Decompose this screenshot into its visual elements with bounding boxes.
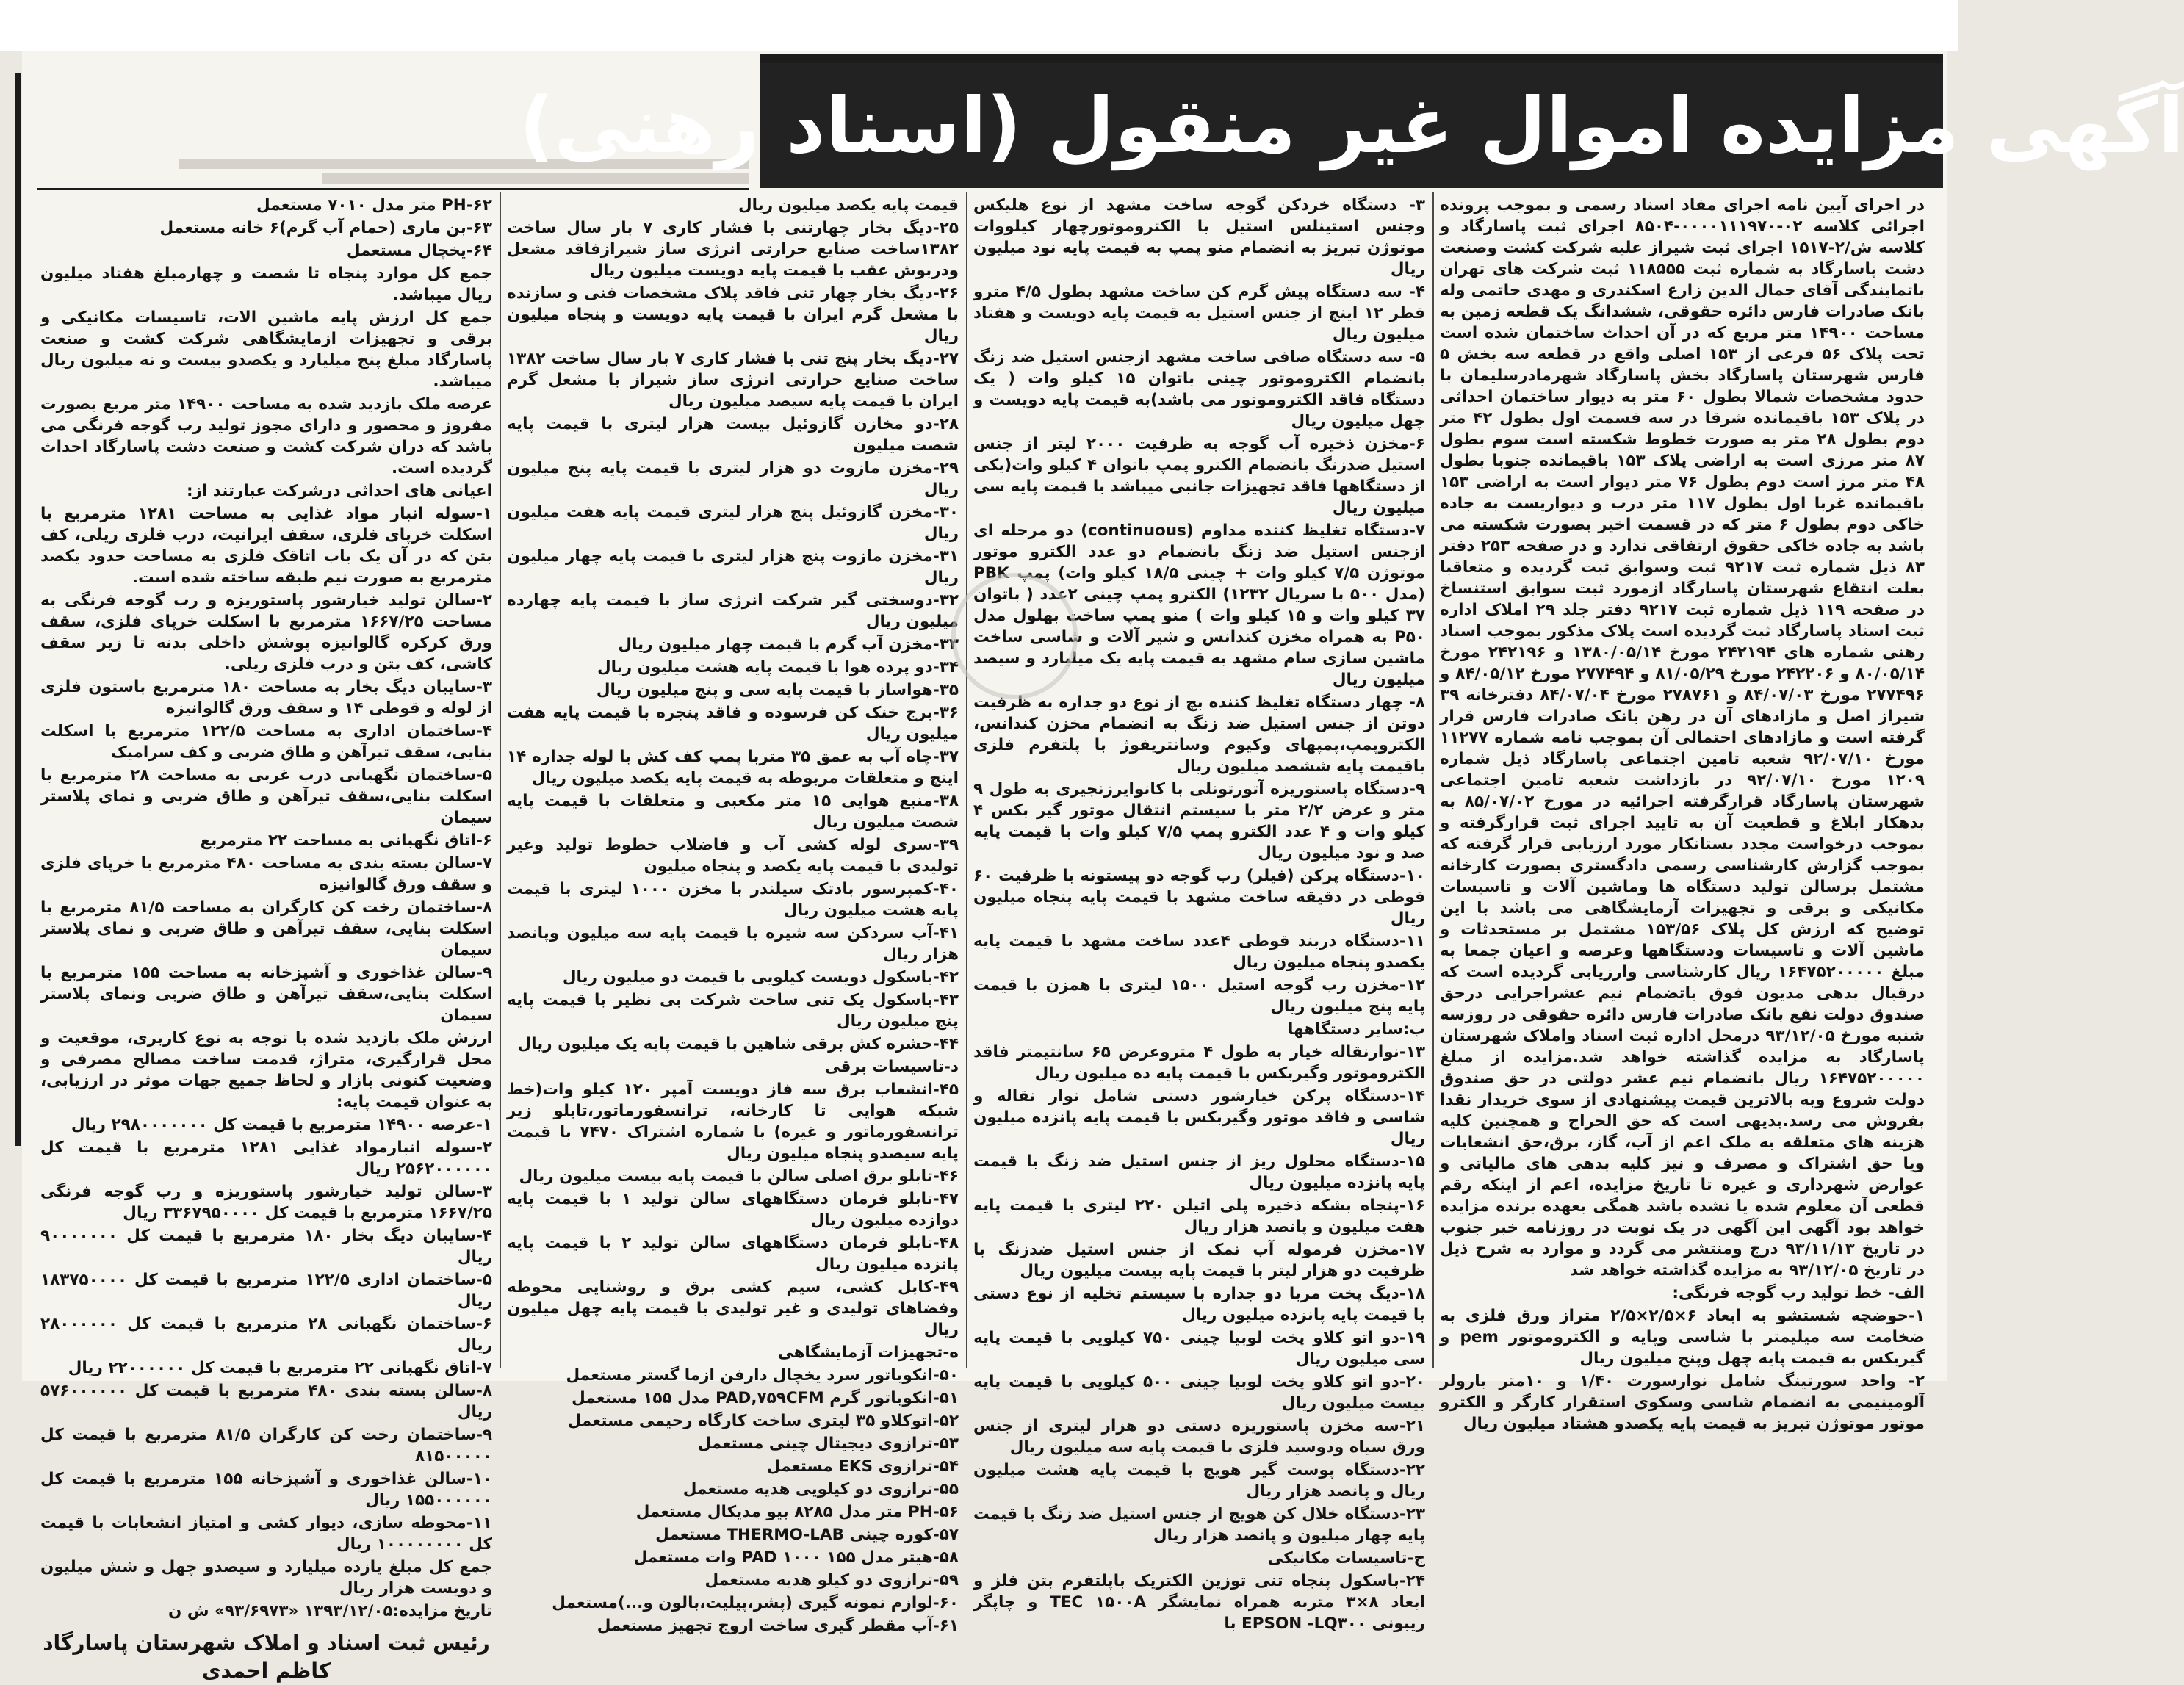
list-item: ۲۲-دستگاه پوست گیر هویج با قیمت پایه هشت میلیون ریال و پانصد هزار ریال: [973, 1461, 1425, 1501]
list-item: ۳۹-سری لوله کشی آب و فاضلاب خطوط تولید وغیر تولیدی با قیمت پایه یکصد و پنجاه میلیون: [507, 836, 959, 876]
list-item: ۴۴-حشره کش برقی شاهین با قیمت پایه یک میلیون ریال: [517, 1035, 959, 1053]
summary-paragraph: ارزش ملک بازدید شده با توجه به نوع کاربری، موقعیت و محل قرارگیری، متراژ، قدمت ساخت مصالح مصرفی و وضعیت کنونی بازار و لحاظ جمیع جهات موثر در ارزیابی، به عنوان قیمت پایه:: [40, 1029, 492, 1111]
list-item: ۶-مخزن ذخیره آب گوجه به ظرفیت ۲۰۰۰ لیتر از جنس استیل ضدزنگ بانضمام الکترو پمپ باتوان ۴ کیلو وات(یکی از دستگاهها فاقد تجهیزات جانبی میباشد با قیمت پایه سی میلیون ریال: [973, 435, 1426, 517]
column-2: [973, 195, 1426, 1633]
list-item: ۱۵-دستگاه محلول ریز از جنس استیل ضد زنگ با قیمت پایه پانزده میلیون ریال: [973, 1152, 1425, 1192]
scan-margin: [0, 0, 1958, 51]
column-1: [1440, 195, 1925, 1433]
list-item: ۲- واحد سورتینگ شامل نوارسورت ۱/۴۰ و ۱۰متر بارولر آلومینیمی به انضمام شاسی وسکوی استقرار کارگر و الکترو موتور موتوژن تبریز به قیمت پایه یکصدو هشتاد میلیون ریال: [1440, 1372, 1925, 1433]
list-item: ۲۹-مخزن مازوت دو هزار لیتری با قیمت پایه پنج میلیون ریال: [507, 459, 959, 499]
list-item: ۴۳-باسکول یک تنی ساخت شرکت بی نظیر با قیمت پایه پنج میلیون ریال: [507, 991, 959, 1031]
list-item: ۵۳-ترازوی دیجیتال چینی مستعمل: [697, 1435, 959, 1453]
section-heading: اعیانی های احداثی درشرکت عبارتند از:: [186, 482, 492, 500]
column-divider: [1432, 192, 1434, 1368]
list-item: ۹-سالن غذاخوری و آشپزخانه به مساحت ۱۵۵ مترمربع با اسکلت بنایی،سقف تیرآهن و طاق ضربی ونمای پلاستر سیمان: [40, 964, 492, 1025]
list-item: ۲۷-دیگ بخار پنج تنی با فشار کاری ۷ بار سال ساخت ۱۳۸۲ ساخت صنایع حرارتی انرژی ساز شیراز با مشعل گرم ایران با قیمت پایه سیصد میلیون ریال: [507, 350, 959, 411]
price-item: ۱۱-محوطه سازی، دیوار کشی و امتیاز انشعابات با قیمت کل ۱۰۰۰۰۰۰۰۰ ریال: [40, 1514, 492, 1554]
intro-paragraph: در اجرای آیین نامه اجرای مفاد اسناد رسمی و بموجب پرونده اجرائی کلاسه ۰۲-۰۰۰۰۱۱۱۹۷۰-۸۵۰۴ اجرای ثبت پاسارگاد و کلاسه ش/۲-۱۵۱۷ اجرای ثبت شیراز علیه شرکت کشت وصنعت دشت پاسارگاد به شماره ثبت ۱۱۸۵۵۵ ثبت شرکت های تهران باتمایندگی آقای جمال الدین زارع اسکندری و مهدی حاتمی وله بانک صادرات فارس دائره حقوقی، ششدانگ یک قطعه زمین به مساحت ۱۴۹۰۰ متر مربع که در آن احداث ساختمان شده است تحت پلاک ۵۶ فرعی از ۱۵۳ اصلی واقع در قطعه سه بخش ۵ فارس شهرستان پاسارگاد بخش پاسارگاد شهرمادرسلیمان با حدود مشخصات شمالا بطول ۶۰ متر به دیوار ساختمان احداثی در پلاک ۱۵۳ باقیمانده شرقا در سه قسمت اول بطول ۴۲ متر دوم بطول ۲۸ متر به صورت خطوط شکسته است سوم بطول ۸۷ متر مرزی است به اراضی پلاک ۱۵۳ باقیمانده جنوبا بطول ۴۸ متر مرز است دوم بطول ۷۶ متر دیوار است به اراضی ۱۵۳ باقیمانده غربا اول بطول ۱۱۷ متر درب و دیواریست به جاده خاکی دوم بطول ۶ متر که در قسمت اخیر بصورت شکسته می باشد به جاده خاکی حقوق ارتفاقی ندارد و در صفحه ۲۵۳ دفتر ۸۳ ذیل شماره ثبت ۹۲۱۷ ثبت وسوابق ثبت گردیده و متعاقبا بعلت انتقاع شهرستان پاسارگاد ازمورد ثبت سوابق استنساخ در صفحه ۱۱۹ ذیل شماره ثبت ۹۲۱۷ دفتر جلد ۲۹ املاک اداره ثبت اسناد پاسارگاد ثبت گردیده است پلاک مذکور بموجب اسناد رهنی شماره های ۲۴۲۱۹۴ مورخ ۱۳۸۰/۰۵/۱۴ و ۲۴۲۱۹۶ مورخ ۸۰/۰۵/۱۴ و ۲۴۲۲۰۶ مورخ ۸۱/۰۵/۲۹ و ۲۷۷۴۹۴ مورخ ۸۴/۰۵/۱۲ و ۲۷۷۴۹۶ مورخ ۸۴/۰۷/۰۳ و ۲۷۸۷۶۱ مورخ ۸۴/۰۷/۰۴ دفترخانه ۳۹ شیراز اصل و مازادهای آن در رهن بانک صادرات فارس قرار گرفته است و مازادهای احتمالی آن بموجب نامه شماره ۱۱۲۷۷ مورخ ۹۲/۰۷/۱۰ شعبه تامین اجتماعی پاسارگاد ذیل شماره ۱۲۰۹ مورخ ۹۲/۰۷/۱۰ در بازداشت شعبه تامین اجتماعی شهرستان پاسارگاد قرارگرفته اجرائیه در مورخ ۸۵/۰۷/۰۲ به بدهکار ابلاغ و قطعیت آن به تایید اجرای ثبت قرارگرفته و بموجب درخواست مجدد بستانکار مورد ارزیابی قرار گرفته که بموجب گزارش کارشناسی رسمی دادگستری بصورت کارخانه مشتمل برسالن تولید دستگاه ها وماشین آلات و تاسیسات مکانیکی و برقی و تجهیزات آزمایشگاهی می باشد با این توضیح که ارزش کل پلاک ۱۵۳/۵۶ مشتمل بر مستحدثات و ماشین آلات و تاسیسات ودستگاهها وعرصه و اعیان جمعا به مبلغ ۱۶۴۷۵۲۰۰۰۰۰ ریال کارشناسی وارزیابی گردیده است که درقبال بدهی مدیون فوق باتضمام نیم عشراجرایی درحق صندوق دولت نفع بانک صادرات فارس دائره حقوقی در روزسه شنبه مورخ ۹۳/۱۲/۰۵ درمحل اداره ثبت اسناد واملاک شهرستان پاسارگاد به مزایده گذاشته خواهد شد.مزایده از مبلغ ۱۶۴۷۵۲۰۰۰۰۰ ریال بانضمام نیم عشر دولتی در حق صندوق دولت شروع وبه بالاترین قیمت پیشنهادی از سوی خریدار نقدا بفروش می رسد.بدیهی است که حق الحراج و همچنین کلیه هزینه های متعلقه به ملک اعم از آب، گاز، برق،حق انشعابات ویا حق اشتراک و مصرف و نیز کلیه بدهی های مالیاتی و عوارض شهرداری و غیره تا تاریخ مزایده، اعم از اینکه رقم قطعی آن معلوم شده یا نشده باشد همگی بعهده برنده مزایده خواهد بود آگهی این آگهی در یک نوبت در روزنامه خبر جنوب در تاریخ ۹۳/۱۱/۱۳ درج ومنتشر می گردد و موارد به شرح ذیل در تاریخ ۹۳/۱۲/۰۵ به مزایده گذاشته خواهد شد: [1440, 196, 1925, 1280]
list-item: ۵۵-ترازوی دو کیلویی هدیه مستعمل: [682, 1480, 959, 1498]
list-item: ۶-اتاق نگهبانی به مساحت ۲۲ مترمربع: [200, 831, 492, 850]
list-item: ۱۲-مخزن رب گوجه استیل ۱۵۰۰ لیتری با همزن با قیمت پایه پنج میلیون ریال: [973, 976, 1426, 1016]
list-item: ۵۲-اتوکلاو ۳۵ لیتری ساخت کارگاه رحیمی مستعمل: [567, 1412, 959, 1430]
list-item: ۱۶-پنجاه بشکه ذخیره پلی اتیلن ۲۲۰ لیتری با قیمت پایه هفت میلیون و پانصد هزار ریال: [973, 1197, 1425, 1236]
list-item: ۳۴-دو پرده هوا با قیمت پایه هشت میلیون ریال: [597, 658, 959, 676]
price-item: ۲-سوله انبارمواد غذایی ۱۲۸۱ مترمربع با قیمت کل ۲۵۶۲۰۰۰۰۰۰ ریال: [40, 1139, 493, 1178]
summary-paragraph: جمع کل ارزش پایه ماشین الات، تاسیسات مکانیکی و برقی و تجهیزات ازمایشگاهی شرکت کشت و صنعت پاسارگاد مبلغ پنج میلیارد و یکصدو بیست و نه میلیون ریال میباشد.: [40, 309, 492, 391]
list-item: ۷-دستگاه تغلیظ کننده مداوم (continuous) دو مرحله ای ازجنس استیل ضد زنگ بانضمام دو عدد الکترو موتور موتوژن ۷/۵ کیلو وات + چینی ۱۸/۵ کیلو وات) پمپ PBK (مدل ۵۰۰ با سریال ۱۲۳۲) الکترو پمپ چینی ۲عدد ( باتوان ۳۷ کیلو وات و ۱۵ کیلو وات ) منو پمپ ساخت بهلول مدل P۵۰ به همراه مخزن کندانس و شیر آلات و شاسی ساخت ماشین سازی سام مشهد به قیمت پایه یک میلیارد و سیصد میلیون ریال: [973, 522, 1426, 689]
list-item: ۵۰-انکوباتور سرد یخچال دارفن ازما گستر مستعمل: [566, 1366, 959, 1385]
list-item: ۵۹-ترازوی دو کیلو هدیه مستعمل: [704, 1571, 959, 1590]
list-item: ۲۵-دیگ بخار چهارتنی با فشار کاری ۷ بار سال ساخت ۱۳۸۲ساخت صنایع حرارتی انرژی ساز شیرازفاقد مشعل ودربوش عقب با قیمت پایه دویست میلیون ریال: [507, 219, 959, 280]
list-item: ۴۱-آب سردکن سه شیره با قیمت پایه سه میلیون وپانصد هزار ریال: [507, 924, 959, 964]
auction-date: تاریخ مزایده:۱۳۹۳/۱۲/۰۵ «۹۳/۶۹۷۳» ش ن: [168, 1602, 492, 1620]
column-divider: [500, 192, 501, 1368]
page-title: آگهی مزایده اموال غیر منقول (اسناد رهنی): [519, 81, 2184, 170]
total-amount: جمع کل مبلغ یازده میلیارد و سیصدو چهل و شش میلیون و دویست هزار ریال: [40, 1558, 492, 1598]
section-heading: د-تاسیسات برقی: [824, 1058, 959, 1076]
list-item: ۷-سالن بسته بندی به مساحت ۴۸۰ مترمربع با خرپای فلزی و سقف ورق گالوانیزه: [40, 854, 493, 894]
price-item: ۸-سالن بسته بندی ۴۸۰ مترمربع با قیمت کل ۵۷۶۰۰۰۰۰۰ ریال: [40, 1382, 492, 1421]
signature-name: کاظم احمدی: [201, 1659, 331, 1683]
list-item: ۴۷-تابلو فرمان دستگاههای سالن تولید ۱ با قیمت پایه دوازده میلیون ریال: [507, 1190, 959, 1230]
list-item: ۴۰-کمپرسور بادتک سیلندر با مخزن ۱۰۰۰ لیتری با قیمت پایه هشت میلیون ریال: [507, 880, 959, 920]
list-item: ۳-سایبان دیگ بخار به مساحت ۱۸۰ مترمربع باستون فلزی از لوله و قوطی ۱۴ و سقف ورق گالوانیزه: [40, 678, 492, 718]
price-item: ۵-ساختمان اداری ۱۲۲/۵ مترمربع با قیمت کل ۱۸۳۷۵۰۰۰۰ ریال: [40, 1271, 493, 1310]
faded-text-line: [322, 173, 749, 184]
signature-block: [40, 1629, 492, 1685]
list-item: ۶۳-بن ماری (حمام آب گرم)۶ خانه مستعمل: [159, 219, 492, 237]
list-item: ۸-ساختمان رخت کن کارگران به مساحت ۸۱/۵ مترمربع با اسکلت بنایی، سقف تیرآهن و طاق ضربی و نمای پلاستر سیمان: [40, 898, 493, 959]
list-item: ۴۲-باسکول دویست کیلویی با قیمت دو میلیون ریال: [562, 968, 959, 986]
list-item: ۶۲-PH متر مدل ۷۰۱۰ مستعمل: [256, 196, 492, 214]
title-banner: [519, 63, 2184, 188]
list-item: ۳۲-دوسختی گیر شرکت انرژی ساز با قیمت پایه چهارده میلیون ریال: [507, 591, 959, 631]
list-item: ۸- چهار دستگاه تغلیظ کننده بچ از نوع دو جداره به ظرفیت دوتن از جنس استیل ضد زنگ به انضمام مخزن کندانس، الکتروپمپ،پمپهای وکیوم وسانتریفوژ با پلتفرم فلزی باقیمت پایه ششصد میلیون ریال: [973, 693, 1425, 776]
price-item: ۱۰-سالن غذاخوری و آشپزخانه ۱۵۵ مترمربع با قیمت کل ۱۵۵۰۰۰۰۰۰ ریال: [40, 1470, 492, 1509]
price-item: ۹-ساختمان رخت کن کارگران ۸۱/۵ مترمربع با قیمت کل ۸۱۵۰۰۰۰۰: [40, 1426, 492, 1465]
list-item: ۵۱-انکوباتور گرم PAD,۷۵۹CFM مدل ۱۵۵ مستعمل: [572, 1389, 959, 1407]
list-item: ۲۱-سه مخزن پاستوریزه دستی دو هزار لیتری از جنس ورق سیاه ودوسید فلزی با قیمت پایه سه میلیون ریال: [973, 1417, 1425, 1457]
list-item: ۲۴-باسکول پنجاه تنی توزین الکتریک باپلتفرم بتن فلز و ابعاد ۸×۳ متربه همراه نمایشگر TEC ۱۵۰۰A و چاپگر ریبونی EPSON -LQ۳۰۰ با: [973, 1572, 1426, 1633]
list-item: ۱۴-دستگاه پرکن خیارشور دستی شامل نوار نقاله و شاسی و فاقد موتور وگیربکس با قیمت پایه پانزده میلیون ریال: [973, 1087, 1425, 1148]
summary-paragraph: جمع کل موارد پنجاه تا شصت و چهارمبلغ هفتاد میلیون ریال میباشد.: [40, 264, 492, 304]
list-item: ۵- سه دستگاه صافی ساخت مشهد ازجنس استیل ضد زنگ بانضمام الکتروموتور چینی باتوان ۱۵ کیلو وات ( یک دستگاه فاقد الکتروموتور می باشد)به قیمت پایه دویست و چهل میلیون ریال: [973, 348, 1425, 430]
list-item: ۴۵-انشعاب برق سه فاز دویست آمپر ۱۲۰ کیلو وات(خط شبکه هوایی تا کارخانه، ترانسفورماتور،تابلو زیر ترانسفورماتور و غیره) با شماره اشتراک ۷۴۷۰ با قیمت پایه سیصدو پنجاه میلیون ریال: [507, 1080, 959, 1163]
list-item: ۴۶-تابلو برق اصلی سالن با قیمت پایه بیست میلیون ریال: [519, 1167, 959, 1186]
list-item: ۴۸-تابلو فرمان دستگاههای سالن تولید ۲ با قیمت پایه پانزده میلیون ریال: [507, 1234, 959, 1274]
list-item: ۵۶-PH متر مدل ۸۲۸۵ بیو مدیکال مستعمل: [635, 1503, 959, 1521]
section-heading: الف- خط تولید رب گوجه فرنگی:: [1672, 1284, 1925, 1302]
list-item: ۵۸-هیتر مدل PAD ۱۰۰۰ ۱۵۵ وات مستعمل: [633, 1548, 959, 1567]
list-item: ۳۶-برج خنک کن فرسوده و فاقد پنجره با قیمت پایه هفت میلیون ریال: [507, 704, 959, 743]
price-item: ۴-سایبان دیگ بخار ۱۸۰ مترمربع با قیمت کل ۹۰۰۰۰۰۰۰ ریال: [40, 1227, 492, 1266]
list-item: ۵-ساختمان نگهبانی درب غربی به مساحت ۲۸ مترمربع با اسکلت بنایی،سقف تیرآهن و طاق ضربی و نمای پلاستر سیمان: [40, 766, 492, 827]
list-item: ۲۸-دو مخازن گازوئیل بیست هزار لیتری با قیمت پایه شصت میلیون: [507, 415, 959, 455]
list-item: ۱۸-دیگ پخت مربا دو جداره با سیستم تخلیه از نوع دستی با قیمت پایه پانزده میلیون ریال: [973, 1285, 1425, 1324]
price-item: ۱-عرصه ۱۴۹۰۰ مترمربع با قیمت کل ۲۹۸۰۰۰۰۰۰۰ ریال: [71, 1116, 492, 1134]
list-item: ۱۹-دو اتو کلاو پخت لوبیا چینی ۷۵۰ کیلویی با قیمت پایه سی میلیون ریال: [973, 1329, 1426, 1368]
list-item: ۱۳-نوارنقاله خیار به طول ۴ متروعرض ۶۵ سانتیمتر فاقد الکتروموتور وگیربکس با قیمت پایه ده میلیون ریال: [973, 1043, 1425, 1083]
list-item: ۳۱-مخزن مازوت پنج هزار لیتری با قیمت پایه چهار میلیون ریال: [507, 547, 959, 587]
list-item: ۲-سالن تولید خیارشور پاستوریزه و رب گوجه فرنگی به مساحت ۱۶۶۷/۲۵ مترمربع با اسکلت خرپای فلزی، سقف ورق کرکره گالوانیزه پوشش داخلی بدنه تا زیر سقف کاشی، کف بتن و درب فلزی ریلی.: [40, 591, 492, 674]
list-item: ۲۶-دیگ بخار چهار تنی فاقد پلاک مشخصات فنی و سازنده با مشعل گرم ایران با قیمت پایه دویست و پنجاه میلیون ریال: [507, 284, 959, 345]
list-item: ۵۷-کوره چینی THERMO-LAB مستعمل: [655, 1526, 959, 1544]
list-item: ۳۰-مخزن گازوئیل پنج هزار لیتری قیمت پایه هفت میلیون ریال: [507, 503, 959, 543]
list-item: ۱۷-مخزن فرموله آب نمک از جنس استیل ضدزنگ با ظرفیت دو هزار لیتر با قیمت پایه بیست میلیون ریال: [973, 1241, 1425, 1280]
column-4: [40, 195, 493, 1683]
section-heading: ج-تاسیسات مکانیکی: [1267, 1549, 1425, 1567]
section-heading: ب:سایر دستگاهها: [1287, 1020, 1425, 1039]
list-item: ۱۰-دستگاه پرکن (فیلر) رب گوجه دو پیستونه با ظرفیت ۶۰ قوطی در دقیقه ساخت مشهد با قیمت پایه پنجاه میلیون ریال: [973, 867, 1425, 928]
list-item: ۳۷-چاه آب به عمق ۳۵ متربا پمپ کف کش با لوله جداره ۱۴ اینچ و متعلقات مربوطه به قیمت پایه یکصد میلیون ریال: [507, 748, 959, 787]
summary-paragraph: عرصه ملک بازدید شده به مساحت ۱۴۹۰۰ متر مربع بصورت مفروز و محصور و دارای مجوز تولید رب گوجه فرنگی می باشد که دران شرکت کشت و صنعت دشت پاسارگاد احداث گردیده است.: [40, 395, 492, 477]
price-item: ۶-ساختمان نگهبانی ۲۸ مترمربع با قیمت کل ۲۸۰۰۰۰۰۰ ریال: [40, 1315, 492, 1354]
list-item: ۴۹-کابل کشی، سیم کشی برق و روشنایی محوطه وفضاهای تولیدی و غیر تولیدی با قیمت پایه چهل میلیون ریال: [507, 1278, 959, 1339]
list-item: ۹-دستگاه پاستوریزه آتورتونلی با کانوایرزنجیری به طول ۹ متر و عرض ۲/۲ متر با سیستم انتقال موتور گیر بکس ۴ کیلو وات و ۴ عدد الکترو پمپ ۷/۵ کیلو وات با قیمت پایه صد و نود میلیون ریال: [973, 780, 1425, 862]
list-item: ۶۰-لوازم نمونه گیری (پشر،پیلیت،بالون و...)مستعمل: [552, 1594, 959, 1612]
left-edge-rule: [15, 73, 21, 1146]
list-item: ۲۰-دو اتو کلاو پخت لوبیا چینی ۵۰۰ کیلویی با قیمت پایه بیست میلیون ریال: [973, 1373, 1426, 1412]
list-item: ۴-ساختمان اداری به مساحت ۱۲۲/۵ مترمربع با اسکلت بنایی، سقف تیرآهن و طاق ضربی و کف سرامیک: [40, 722, 492, 762]
price-item: ۳-سالن تولید خیارشور پاستوریزه و رب گوجه فرنگی ۱۶۶۷/۲۵ مترمربع با قیمت کل ۳۳۶۷۹۵۰۰۰۰ ریال: [40, 1183, 492, 1222]
list-item: ۲۳-دستگاه خلال کن هویج از جنس استیل ضد زنگ با قیمت پایه چهار میلیون و پانصد هزار ریال: [973, 1505, 1425, 1545]
price-item: ۷-اتاق نگهبانی ۲۲ مترمربع با قیمت کل ۲۲۰۰۰۰۰۰ ریال: [68, 1359, 492, 1377]
list-item: قیمت پایه یکصد میلیون ریال: [738, 196, 959, 214]
column-divider: [966, 192, 967, 1368]
list-item: ۱-سوله انبار مواد غذایی به مساحت ۱۲۸۱ مترمربع با اسکلت خرپای فلزی، سقف ایرانیت، درب فلزی ریلی، کف بتن که در آن یک باب اتاقک فلزی به مساحت حدود یکصد مترمربع به صورت نیم طبقه ساخته شده است.: [40, 505, 492, 587]
list-item: ۶۴-یخچال مستعمل: [346, 242, 492, 260]
list-item: ۴- سه دستگاه پیش گرم کن ساخت مشهد بطول ۴/۵ مترو قطر ۱۲ اینچ از جنس استیل به قیمت پایه دویست و هفتاد میلیون ریال: [973, 283, 1426, 344]
list-item: ۱۱-دستگاه دربند قوطی ۴عدد ساخت مشهد با قیمت پایه یکصدو پنجاه میلیون ریال: [973, 932, 1425, 972]
list-item: ۳۵-هواساز با قیمت پایه سی و پنج میلیون ریال: [596, 681, 959, 699]
list-item: ۱-حوضچه شستشو به ابعاد ۶×۲/۵×۲/۵ متراز ورق فلزی به ضخامت سه میلیمتر با شاسی وپایه و الکتروموتور pem و گیربکس به قیمت پایه چهل وپنج میلیون ریال: [1440, 1307, 1925, 1368]
list-item: ۳۳-مخزن آب گرم با قیمت چهار میلیون ریال: [618, 635, 959, 654]
watermark-logo: [951, 573, 1078, 699]
section-heading: ه-تجهیزات آزمایشگاهی: [777, 1343, 959, 1362]
list-item: ۳۸-منبع هوایی ۱۵ متر مکعبی و متعلقات با قیمت پایه شصت میلیون ریال: [507, 792, 959, 831]
list-item: ۶۱-آب مقطر گیری ساخت اروج تجهیز مستعمل: [597, 1617, 959, 1635]
list-item: ۳- دستگاه خردکن گوجه ساخت مشهد از نوع هلیکس وجنس استینلس استیل با الکتروموتورچهار کیلووات موتوژن تبریز به انضمام منو پمپ به قیمت پایه نود میلیون ریال: [973, 196, 1425, 278]
signature-title: رئیس ثبت اسناد و املاک شهرستان پاسارگاد: [43, 1631, 490, 1655]
column-3: [507, 195, 959, 1635]
list-item: ۵۴-ترازوی EKS مستعمل: [767, 1457, 959, 1476]
